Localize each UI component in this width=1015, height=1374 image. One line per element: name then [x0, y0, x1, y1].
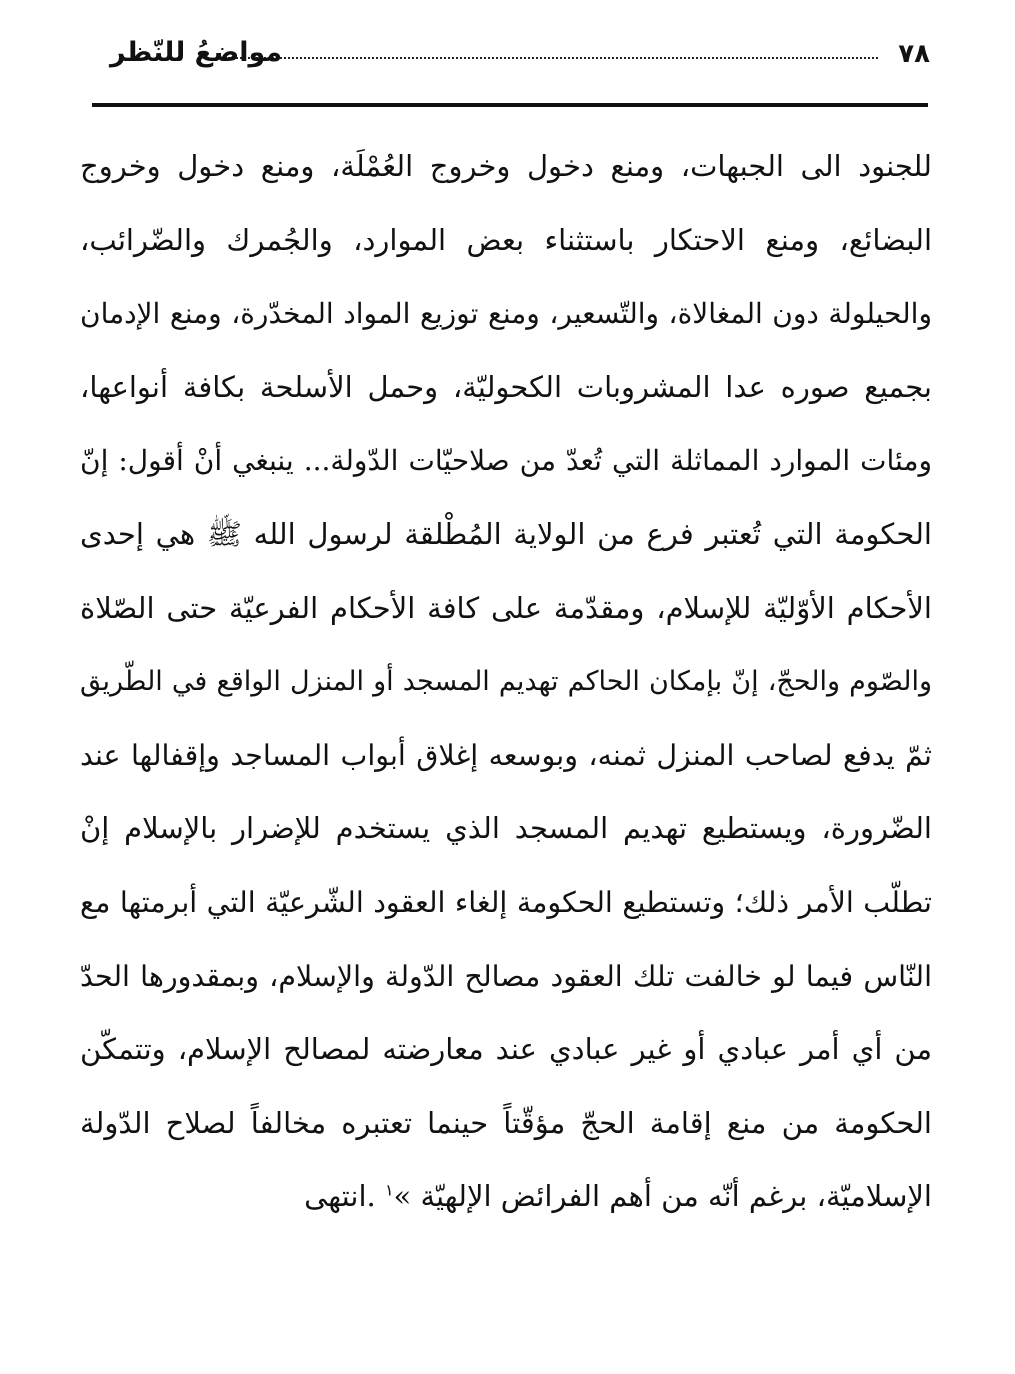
text-line: بجميع صوره عدا المشروبات الكحوليّة، وحمل الأسلحة بكافة أنواعها،: [80, 369, 932, 404]
text-line: الضّرورة، ويستطيع تهديم المسجد الذي يستخدم للإضرار بالإسلام إنْ: [80, 811, 932, 846]
header-rule: [92, 103, 928, 107]
text-line: والصّوم والحجّ، إنّ بإمكان الحاكم تهديم المسجد أو المنزل الواقع في الطّريق: [80, 666, 932, 698]
dotted-leader: [225, 57, 878, 59]
text-line: للجنود الى الجبهات، ومنع دخول وخروج العُمْلَة، ومنع دخول وخروج: [80, 149, 932, 183]
running-title: مواضعُ للنّظر: [110, 37, 283, 68]
closing-word: .انتهى: [304, 1179, 376, 1214]
text-line: تطلّب الأمر ذلك؛ وتستطيع الحكومة إلغاء العقود الشّرعيّة التي أبرمتها مع: [80, 885, 932, 919]
text-line: والحيلولة دون المغالاة، والتّسعير، ومنع توزيع المواد المخدّرة، ومنع الإدمان: [80, 297, 932, 331]
running-header: [90, 30, 930, 80]
text-line: ثمّ يدفع لصاحب المنزل ثمنه، وبوسعه إغلاق أبواب المساجد وإقفالها عند: [80, 738, 932, 772]
text-line: من أي أمر عبادي أو غير عبادي عند معارضته لمصالح الإسلام، وتتمكّن: [80, 1032, 932, 1067]
text-line: الأحكام الأوّليّة للإسلام، ومقدّمة على كافة الأحكام الفرعيّة حتى الصّلاة: [80, 590, 932, 625]
text-line: الحكومة التي تُعتبر فرع من الولاية المُطْلقة لرسول الله ﷺ هي إحدى: [80, 516, 932, 551]
body-text: [80, 130, 932, 1234]
last-line-text: الإسلاميّة، برغم أنّه من أهم الفرائض الإلهيّة »: [393, 1179, 932, 1214]
text-line: البضائع، ومنع الاحتكار باستثناء بعض الموارد، والجُمرك والضّرائب،: [80, 222, 932, 257]
text-line: ومئات الموارد المماثلة التي تُعدّ من صلاحيّات الدّولة... ينبغي أنْ أقول: إنّ: [80, 444, 932, 478]
page-number: ٧٨: [898, 39, 930, 69]
footnote-reference[interactable]: ١: [384, 1180, 394, 1200]
text-line: الحكومة من منع إقامة الحجّ مؤقّتاً حينما تعتبره مخالفاً لصلاح الدّولة: [80, 1105, 932, 1140]
text-line-last: [80, 1160, 932, 1234]
text-line: النّاس فيما لو خالفت تلك العقود مصالح الدّولة والإسلام، وبمقدورها الحدّ: [80, 959, 932, 993]
